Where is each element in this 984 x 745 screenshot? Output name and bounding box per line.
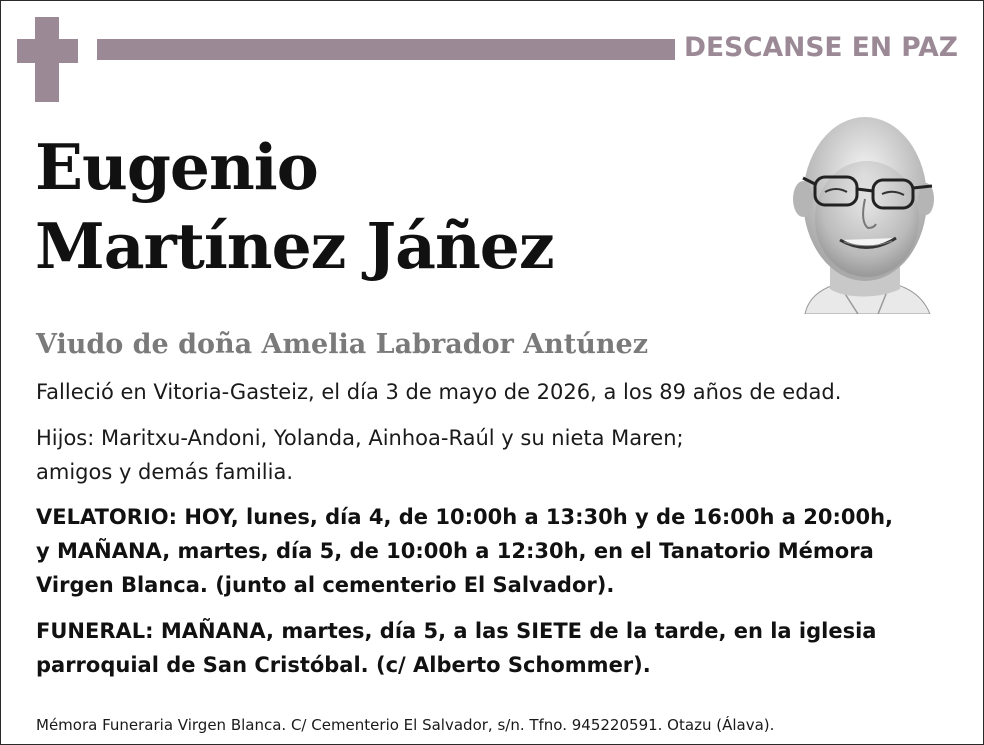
name-line-1: Eugenio xyxy=(35,130,318,204)
wake-line-1: VELATORIO: HOY, lunes, día 4, de 10:00h a 13:30h y de 16:00h a 20:00h, xyxy=(36,505,893,529)
funeral-home-footer: Mémora Funeraria Virgen Blanca. C/ Cementerio El Salvador, s/n. Tfno. 945220591. Otazu (Álava). xyxy=(36,716,775,734)
wake-paragraph xyxy=(36,500,893,602)
family-paragraph xyxy=(36,421,684,489)
deceased-name xyxy=(35,128,554,286)
funeral-line-2: parroquial de San Cristóbal. (c/ Alberto Schommer). xyxy=(36,653,651,677)
wake-line-2: y MAÑANA, martes, día 5, de 10:00h a 12:30h, en el Tanatorio Mémora xyxy=(36,539,874,563)
name-line-2: Martínez Jáñez xyxy=(35,209,554,283)
death-paragraph: Falleció en Vitoria-Gasteiz, el día 3 de mayo de 2026, a los 89 años de edad. xyxy=(36,380,842,404)
funeral-line-1: FUNERAL: MAÑANA, martes, día 5, a las SIETE de la tarde, en la iglesia xyxy=(36,619,877,643)
family-line-1: Hijos: Maritxu-Andoni, Yolanda, Ainhoa-Raúl y su nieta Maren; xyxy=(36,426,684,450)
portrait-photo xyxy=(770,104,955,314)
wake-line-3: Virgen Blanca. (junto al cementerio El Salvador). xyxy=(36,573,615,597)
rip-label: DESCANSE EN PAZ xyxy=(684,32,958,63)
header-bar xyxy=(97,39,675,60)
family-line-2: amigos y demás familia. xyxy=(36,460,294,484)
widow-line: Viudo de doña Amelia Labrador Antúnez xyxy=(36,329,649,360)
funeral-paragraph xyxy=(36,614,876,682)
